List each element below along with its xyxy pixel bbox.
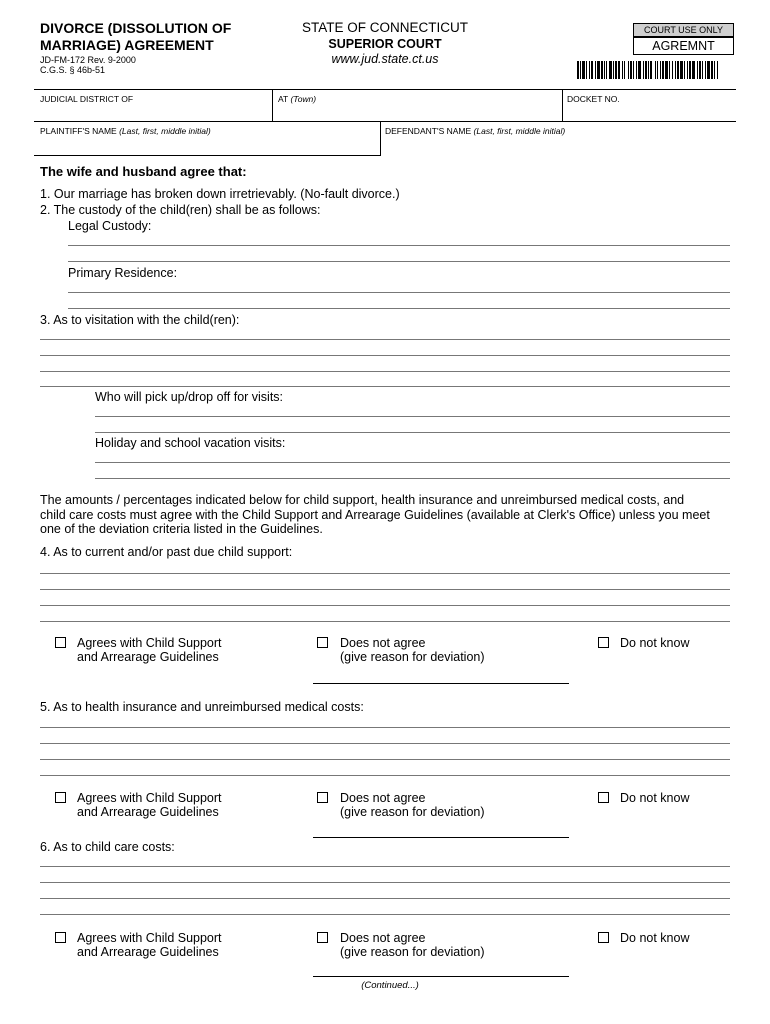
town-label: AT (Town)	[278, 94, 317, 104]
health-insurance-agrees-checkbox[interactable]	[55, 792, 66, 803]
visitation-line-2[interactable]	[40, 355, 730, 356]
legal-custody-line-1[interactable]	[68, 245, 730, 246]
grid-bottom-rule	[34, 155, 380, 156]
court-name: SUPERIOR COURT	[328, 37, 442, 51]
holiday-line-1[interactable]	[95, 462, 730, 463]
child-care-line-1[interactable]	[40, 866, 730, 867]
plaintiff-name-label: PLAINTIFF'S NAME (Last, first, middle initial)	[40, 126, 211, 136]
child-support-deviation-line[interactable]	[313, 683, 569, 684]
health-insurance-line-3[interactable]	[40, 759, 730, 760]
item-2-text: 2. The custody of the child(ren) shall be as follows:	[40, 203, 321, 217]
child-support-agrees-checkbox[interactable]	[55, 637, 66, 648]
barcode-icon	[577, 61, 719, 79]
health-insurance-line-4[interactable]	[40, 775, 730, 776]
grid-divider-town	[272, 89, 273, 121]
child-support-dont-know-checkbox[interactable]	[598, 637, 609, 648]
pickup-label: Who will pick up/drop off for visits:	[95, 390, 284, 404]
child-care-dont-know-checkbox[interactable]	[598, 932, 609, 943]
grid-middle-rule	[34, 121, 736, 122]
state-name: STATE OF CONNECTICUT	[302, 20, 468, 35]
court-website[interactable]: www.jud.state.ct.us	[331, 52, 439, 66]
primary-residence-line-1[interactable]	[68, 292, 730, 293]
child-care-dont-know-label: Do not know	[620, 931, 690, 945]
child-care-line-2[interactable]	[40, 882, 730, 883]
child-support-agrees-label: Agrees with Child Support and Arrearage Guidelines	[77, 636, 222, 664]
form-title-line2: MARRIAGE) AGREEMENT	[40, 37, 214, 53]
item-4-text: 4. As to current and/or past due child support:	[40, 545, 293, 559]
health-insurance-agrees-label: Agrees with Child Support and Arrearage Guidelines	[77, 791, 222, 819]
health-insurance-disagree-checkbox[interactable]	[317, 792, 328, 803]
pickup-line-1[interactable]	[95, 416, 730, 417]
grid-top-rule	[34, 89, 736, 90]
judicial-district-label: JUDICIAL DISTRICT OF	[40, 94, 134, 104]
health-insurance-dont-know-checkbox[interactable]	[598, 792, 609, 803]
item-5-text: 5. As to health insurance and unreimbursed medical costs:	[40, 700, 364, 714]
legal-custody-line-2[interactable]	[68, 261, 730, 262]
defendant-name-label: DEFENDANT'S NAME (Last, first, middle initial)	[385, 126, 566, 136]
docket-number-label: DOCKET NO.	[567, 94, 620, 104]
health-insurance-dont-know-label: Do not know	[620, 791, 690, 805]
visitation-line-1[interactable]	[40, 339, 730, 340]
form-number: JD-FM-172 Rev. 9-2000	[40, 55, 136, 65]
holiday-line-2[interactable]	[95, 478, 730, 479]
agreement-heading: The wife and husband agree that:	[40, 164, 247, 179]
health-insurance-deviation-line[interactable]	[313, 837, 569, 838]
child-support-line-2[interactable]	[40, 589, 730, 590]
child-care-disagree-checkbox[interactable]	[317, 932, 328, 943]
item-1-text: 1. Our marriage has broken down irretrievably. (No-fault divorce.)	[40, 187, 400, 201]
child-support-disagree-label: Does not agree (give reason for deviation)	[340, 636, 485, 664]
child-care-agrees-label: Agrees with Child Support and Arrearage Guidelines	[77, 931, 222, 959]
child-care-agrees-checkbox[interactable]	[55, 932, 66, 943]
visitation-line-3[interactable]	[40, 371, 730, 372]
item-3-text: 3. As to visitation with the child(ren):	[40, 313, 240, 327]
visitation-line-4[interactable]	[40, 386, 730, 387]
pickup-line-2[interactable]	[95, 432, 730, 433]
child-support-dont-know-label: Do not know	[620, 636, 690, 650]
primary-residence-label: Primary Residence:	[68, 266, 178, 280]
health-insurance-line-1[interactable]	[40, 727, 730, 728]
child-support-line-4[interactable]	[40, 621, 730, 622]
health-insurance-line-2[interactable]	[40, 743, 730, 744]
item-6-text: 6. As to child care costs:	[40, 840, 175, 854]
child-care-line-4[interactable]	[40, 914, 730, 915]
guideline-note-line-3: one of the deviation criteria listed in the Guidelines.	[40, 522, 323, 536]
continued-note: (Continued...)	[361, 980, 419, 991]
health-insurance-disagree-label: Does not agree (give reason for deviation)	[340, 791, 485, 819]
guideline-note-line-1: The amounts / percentages indicated below for child support, health insurance and unreimbursed medical costs, and	[40, 493, 685, 507]
holiday-label: Holiday and school vacation visits:	[95, 436, 286, 450]
statute-reference: C.G.S. § 46b-51	[40, 65, 106, 75]
child-care-line-3[interactable]	[40, 898, 730, 899]
court-code-box: AGREMNT	[633, 37, 734, 55]
child-support-disagree-checkbox[interactable]	[317, 637, 328, 648]
grid-divider-docket	[562, 89, 563, 121]
grid-divider-names	[380, 121, 381, 156]
form-title-line1: DIVORCE (DISSOLUTION OF	[40, 20, 232, 36]
legal-custody-label: Legal Custody:	[68, 219, 152, 233]
child-support-line-3[interactable]	[40, 605, 730, 606]
child-care-disagree-label: Does not agree (give reason for deviation)	[340, 931, 485, 959]
primary-residence-line-2[interactable]	[68, 308, 730, 309]
child-care-deviation-line[interactable]	[313, 976, 569, 977]
court-use-only-badge: COURT USE ONLY	[633, 23, 734, 37]
guideline-note-line-2: child care costs must agree with the Child Support and Arrearage Guidelines (available at Clerk's Office) unless you meet	[40, 508, 710, 522]
child-support-line-1[interactable]	[40, 573, 730, 574]
